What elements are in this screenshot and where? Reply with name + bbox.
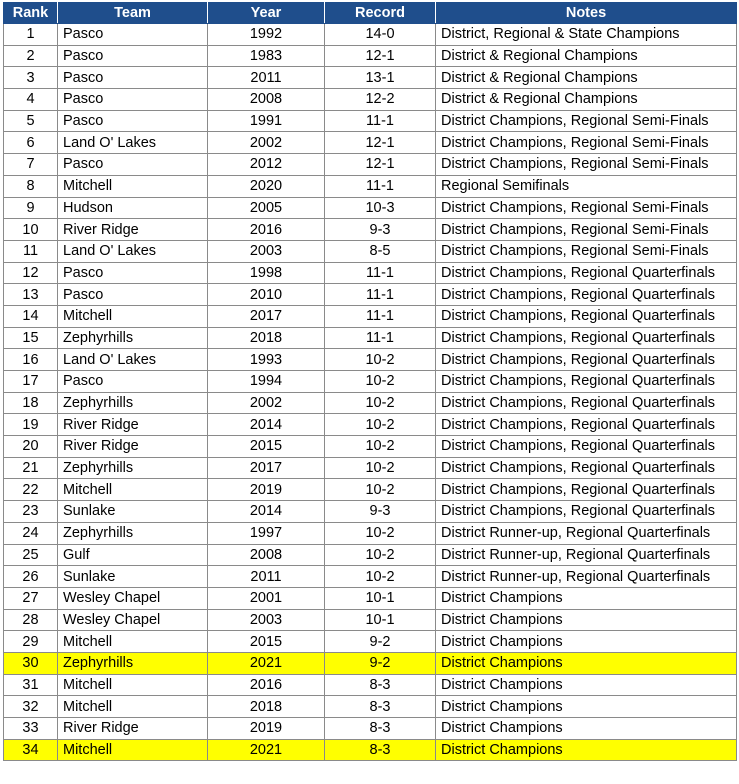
- year-cell: 1994: [208, 371, 325, 393]
- year-cell: 2002: [208, 392, 325, 414]
- rank-cell: 21: [4, 457, 58, 479]
- rank-cell: 34: [4, 739, 58, 761]
- notes-cell: District & Regional Champions: [436, 45, 737, 67]
- year-cell: 2017: [208, 305, 325, 327]
- table-row: [4, 566, 737, 588]
- year-cell: 2016: [208, 674, 325, 696]
- record-cell: 10-1: [325, 587, 436, 609]
- team-cell: River Ridge: [58, 219, 208, 241]
- record-cell: 10-2: [325, 479, 436, 501]
- team-cell: Sunlake: [58, 566, 208, 588]
- table-row: [4, 457, 737, 479]
- record-cell: 8-3: [325, 739, 436, 761]
- team-cell: Mitchell: [58, 479, 208, 501]
- table-row: [4, 89, 737, 111]
- rank-cell: 12: [4, 262, 58, 284]
- team-cell: Mitchell: [58, 631, 208, 653]
- record-cell: 8-3: [325, 696, 436, 718]
- year-cell: 2016: [208, 219, 325, 241]
- notes-cell: District Champions: [436, 609, 737, 631]
- record-cell: 11-1: [325, 110, 436, 132]
- record-cell: 8-5: [325, 240, 436, 262]
- table-row: [4, 327, 737, 349]
- rank-cell: 23: [4, 501, 58, 523]
- year-cell: 2001: [208, 587, 325, 609]
- notes-cell: District Champions, Regional Quarterfinals: [436, 327, 737, 349]
- notes-cell: District & Regional Champions: [436, 89, 737, 111]
- team-cell: Wesley Chapel: [58, 609, 208, 631]
- team-cell: Hudson: [58, 197, 208, 219]
- year-cell: 2014: [208, 414, 325, 436]
- table-row: [4, 631, 737, 653]
- year-cell: 2020: [208, 175, 325, 197]
- table-row: [4, 739, 737, 761]
- table-row: [4, 262, 737, 284]
- record-cell: 13-1: [325, 67, 436, 89]
- notes-cell: District Champions, Regional Semi-Finals: [436, 240, 737, 262]
- team-cell: River Ridge: [58, 436, 208, 458]
- record-cell: 9-3: [325, 219, 436, 241]
- notes-cell: District, Regional & State Champions: [436, 24, 737, 46]
- notes-cell: Regional Semifinals: [436, 175, 737, 197]
- table-row: [4, 609, 737, 631]
- notes-cell: District Champions: [436, 739, 737, 761]
- team-cell: Zephyrhills: [58, 327, 208, 349]
- rank-cell: 7: [4, 154, 58, 176]
- record-cell: 10-2: [325, 522, 436, 544]
- year-cell: 2003: [208, 240, 325, 262]
- table-row: [4, 305, 737, 327]
- team-cell: Gulf: [58, 544, 208, 566]
- rank-cell: 14: [4, 305, 58, 327]
- year-cell: 2003: [208, 609, 325, 631]
- notes-cell: District Champions, Regional Quarterfinals: [436, 414, 737, 436]
- year-cell: 2008: [208, 89, 325, 111]
- table-row: [4, 696, 737, 718]
- table-row: [4, 587, 737, 609]
- table-row: [4, 371, 737, 393]
- table-row: [4, 501, 737, 523]
- team-cell: Land O' Lakes: [58, 240, 208, 262]
- table-row: [4, 240, 737, 262]
- rank-cell: 3: [4, 67, 58, 89]
- team-cell: Land O' Lakes: [58, 132, 208, 154]
- notes-cell: District Champions, Regional Quarterfinals: [436, 457, 737, 479]
- notes-cell: District Champions, Regional Quarterfinals: [436, 349, 737, 371]
- team-cell: Zephyrhills: [58, 457, 208, 479]
- record-cell: 11-1: [325, 305, 436, 327]
- year-cell: 2017: [208, 457, 325, 479]
- year-cell: 2014: [208, 501, 325, 523]
- notes-cell: District Champions, Regional Semi-Finals: [436, 132, 737, 154]
- notes-cell: District Champions, Regional Semi-Finals: [436, 154, 737, 176]
- year-cell: 2021: [208, 652, 325, 674]
- table-row: [4, 284, 737, 306]
- record-cell: 10-2: [325, 457, 436, 479]
- notes-cell: District Champions, Regional Semi-Finals: [436, 219, 737, 241]
- rank-cell: 2: [4, 45, 58, 67]
- rank-cell: 4: [4, 89, 58, 111]
- record-cell: 10-1: [325, 609, 436, 631]
- year-cell: 2010: [208, 284, 325, 306]
- table-row: [4, 197, 737, 219]
- rank-cell: 25: [4, 544, 58, 566]
- team-cell: Pasco: [58, 262, 208, 284]
- record-cell: 10-2: [325, 436, 436, 458]
- rank-cell: 20: [4, 436, 58, 458]
- record-cell: 12-1: [325, 132, 436, 154]
- team-cell: Pasco: [58, 67, 208, 89]
- team-cell: Pasco: [58, 89, 208, 111]
- record-cell: 12-1: [325, 154, 436, 176]
- rank-cell: 1: [4, 24, 58, 46]
- team-cell: Pasco: [58, 154, 208, 176]
- team-cell: Pasco: [58, 110, 208, 132]
- notes-cell: District Champions, Regional Quarterfinals: [436, 501, 737, 523]
- rank-cell: 30: [4, 652, 58, 674]
- rank-cell: 11: [4, 240, 58, 262]
- notes-cell: District Champions, Regional Quarterfinals: [436, 436, 737, 458]
- year-cell: 2018: [208, 327, 325, 349]
- year-cell: 1998: [208, 262, 325, 284]
- table-row: [4, 436, 737, 458]
- notes-cell: District Runner-up, Regional Quarterfinals: [436, 544, 737, 566]
- team-cell: Pasco: [58, 45, 208, 67]
- rank-cell: 33: [4, 718, 58, 740]
- rank-cell: 19: [4, 414, 58, 436]
- rank-cell: 29: [4, 631, 58, 653]
- rank-cell: 6: [4, 132, 58, 154]
- team-cell: River Ridge: [58, 414, 208, 436]
- record-cell: 9-2: [325, 631, 436, 653]
- year-cell: 1993: [208, 349, 325, 371]
- table-row: [4, 522, 737, 544]
- table-row: [4, 544, 737, 566]
- record-cell: 11-1: [325, 284, 436, 306]
- team-cell: Mitchell: [58, 696, 208, 718]
- rank-cell: 16: [4, 349, 58, 371]
- notes-cell: District Champions, Regional Semi-Finals: [436, 197, 737, 219]
- table-row: [4, 45, 737, 67]
- header-year: Year: [208, 3, 325, 24]
- table-row: [4, 110, 737, 132]
- table-row: [4, 652, 737, 674]
- record-cell: 8-3: [325, 674, 436, 696]
- notes-cell: District Champions: [436, 696, 737, 718]
- rank-cell: 24: [4, 522, 58, 544]
- notes-cell: District Champions, Regional Semi-Finals: [436, 110, 737, 132]
- header-notes: Notes: [436, 3, 737, 24]
- rank-cell: 18: [4, 392, 58, 414]
- record-cell: 12-1: [325, 45, 436, 67]
- notes-cell: District Champions, Regional Quarterfinals: [436, 479, 737, 501]
- notes-cell: District Champions, Regional Quarterfinals: [436, 262, 737, 284]
- header-record: Record: [325, 3, 436, 24]
- rank-cell: 22: [4, 479, 58, 501]
- rank-cell: 27: [4, 587, 58, 609]
- year-cell: 2008: [208, 544, 325, 566]
- notes-cell: District Runner-up, Regional Quarterfinals: [436, 522, 737, 544]
- year-cell: 2011: [208, 67, 325, 89]
- team-cell: Mitchell: [58, 175, 208, 197]
- team-cell: River Ridge: [58, 718, 208, 740]
- year-cell: 2021: [208, 739, 325, 761]
- rank-cell: 10: [4, 219, 58, 241]
- team-cell: Pasco: [58, 371, 208, 393]
- notes-cell: District Champions: [436, 718, 737, 740]
- record-cell: 10-2: [325, 414, 436, 436]
- rank-cell: 17: [4, 371, 58, 393]
- table-row: [4, 154, 737, 176]
- year-cell: 2018: [208, 696, 325, 718]
- notes-cell: District Champions: [436, 631, 737, 653]
- record-cell: 12-2: [325, 89, 436, 111]
- year-cell: 1992: [208, 24, 325, 46]
- team-cell: Pasco: [58, 284, 208, 306]
- record-cell: 10-2: [325, 544, 436, 566]
- table-row: [4, 132, 737, 154]
- year-cell: 1991: [208, 110, 325, 132]
- notes-cell: District Champions, Regional Quarterfinals: [436, 284, 737, 306]
- team-cell: Wesley Chapel: [58, 587, 208, 609]
- rank-cell: 8: [4, 175, 58, 197]
- year-cell: 2019: [208, 479, 325, 501]
- rankings-table: [3, 2, 737, 761]
- team-cell: Mitchell: [58, 739, 208, 761]
- record-cell: 14-0: [325, 24, 436, 46]
- header-team: Team: [58, 3, 208, 24]
- table-row: [4, 175, 737, 197]
- record-cell: 9-2: [325, 652, 436, 674]
- record-cell: 11-1: [325, 175, 436, 197]
- year-cell: 2012: [208, 154, 325, 176]
- notes-cell: District Runner-up, Regional Quarterfinals: [436, 566, 737, 588]
- table-row: [4, 24, 737, 46]
- table-row: [4, 414, 737, 436]
- rank-cell: 31: [4, 674, 58, 696]
- record-cell: 9-3: [325, 501, 436, 523]
- table-body: [4, 24, 737, 761]
- notes-cell: District Champions: [436, 674, 737, 696]
- table-row: [4, 392, 737, 414]
- team-cell: Pasco: [58, 24, 208, 46]
- notes-cell: District Champions, Regional Quarterfinals: [436, 371, 737, 393]
- table-row: [4, 349, 737, 371]
- team-cell: Zephyrhills: [58, 392, 208, 414]
- year-cell: 2015: [208, 631, 325, 653]
- notes-cell: District Champions: [436, 587, 737, 609]
- record-cell: 10-2: [325, 371, 436, 393]
- rank-cell: 15: [4, 327, 58, 349]
- table-row: [4, 674, 737, 696]
- table-row: [4, 67, 737, 89]
- team-cell: Zephyrhills: [58, 522, 208, 544]
- record-cell: 11-1: [325, 262, 436, 284]
- record-cell: 11-1: [325, 327, 436, 349]
- table-row: [4, 718, 737, 740]
- rank-cell: 32: [4, 696, 58, 718]
- year-cell: 1997: [208, 522, 325, 544]
- team-cell: Sunlake: [58, 501, 208, 523]
- record-cell: 10-2: [325, 392, 436, 414]
- year-cell: 2011: [208, 566, 325, 588]
- rank-cell: 28: [4, 609, 58, 631]
- rank-cell: 5: [4, 110, 58, 132]
- rank-cell: 9: [4, 197, 58, 219]
- record-cell: 10-2: [325, 349, 436, 371]
- year-cell: 1983: [208, 45, 325, 67]
- team-cell: Mitchell: [58, 674, 208, 696]
- record-cell: 10-2: [325, 566, 436, 588]
- notes-cell: District Champions: [436, 652, 737, 674]
- year-cell: 2002: [208, 132, 325, 154]
- team-cell: Land O' Lakes: [58, 349, 208, 371]
- notes-cell: District Champions, Regional Quarterfinals: [436, 392, 737, 414]
- team-cell: Mitchell: [58, 305, 208, 327]
- record-cell: 10-3: [325, 197, 436, 219]
- year-cell: 2005: [208, 197, 325, 219]
- notes-cell: District & Regional Champions: [436, 67, 737, 89]
- table-row: [4, 219, 737, 241]
- year-cell: 2015: [208, 436, 325, 458]
- notes-cell: District Champions, Regional Quarterfinals: [436, 305, 737, 327]
- record-cell: 8-3: [325, 718, 436, 740]
- rank-cell: 13: [4, 284, 58, 306]
- header-row: [4, 3, 737, 24]
- table-row: [4, 479, 737, 501]
- team-cell: Zephyrhills: [58, 652, 208, 674]
- rank-cell: 26: [4, 566, 58, 588]
- header-rank: Rank: [4, 3, 58, 24]
- year-cell: 2019: [208, 718, 325, 740]
